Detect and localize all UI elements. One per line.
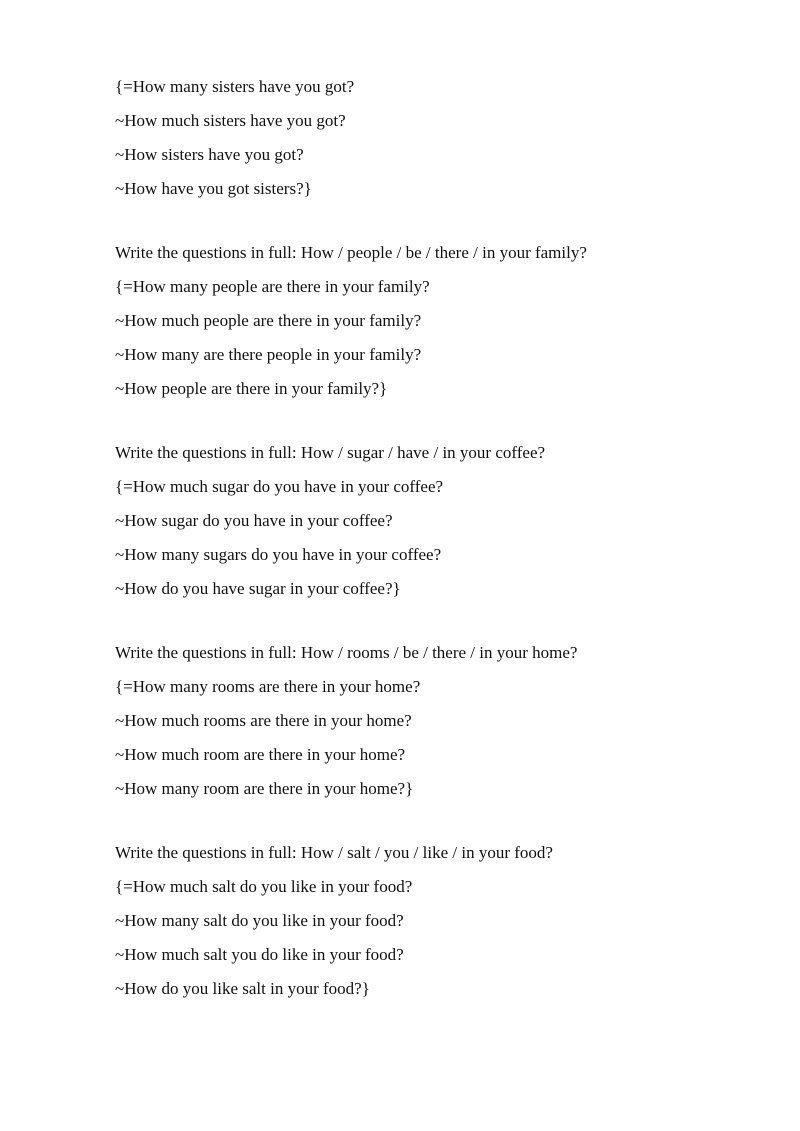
answer-option: {=How much sugar do you have in your coffee? [115, 477, 444, 496]
answer-option: ~How many room are there in your home?} [115, 779, 414, 798]
answer-option: ~How people are there in your family?} [115, 379, 388, 398]
question-block [115, 642, 755, 812]
answer-option: ~How much rooms are there in your home? [115, 711, 412, 730]
question-block [115, 842, 755, 1012]
answer-option: ~How sugar do you have in your coffee? [115, 511, 393, 530]
question-block [115, 442, 755, 612]
question-block [115, 76, 755, 212]
answer-option: ~How have you got sisters?} [115, 179, 312, 198]
answer-option: {=How many people are there in your family? [115, 277, 430, 296]
answer-option: ~How many are there people in your family? [115, 345, 422, 364]
answer-option: ~How many sugars do you have in your coffee? [115, 545, 442, 564]
answer-option: ~How do you like salt in your food?} [115, 979, 370, 998]
answer-option: ~How sisters have you got? [115, 145, 304, 164]
document-content [115, 76, 755, 1042]
question-prompt: Write the questions in full: How / sugar / have / in your coffee? [115, 443, 546, 462]
answer-option: ~How much people are there in your family? [115, 311, 422, 330]
answer-option: ~How do you have sugar in your coffee?} [115, 579, 401, 598]
answer-option: ~How much room are there in your home? [115, 745, 406, 764]
answer-option: {=How many rooms are there in your home? [115, 677, 421, 696]
answer-option: ~How much salt you do like in your food? [115, 945, 404, 964]
question-prompt: Write the questions in full: How / rooms / be / there / in your home? [115, 643, 578, 662]
answer-option: ~How many salt do you like in your food? [115, 911, 404, 930]
answer-option: {=How many sisters have you got? [115, 77, 355, 96]
answer-option: ~How much sisters have you got? [115, 111, 346, 130]
answer-option: {=How much salt do you like in your food? [115, 877, 413, 896]
question-prompt: Write the questions in full: How / salt / you / like / in your food? [115, 843, 553, 862]
question-block [115, 242, 755, 412]
question-prompt: Write the questions in full: How / people / be / there / in your family? [115, 243, 587, 262]
